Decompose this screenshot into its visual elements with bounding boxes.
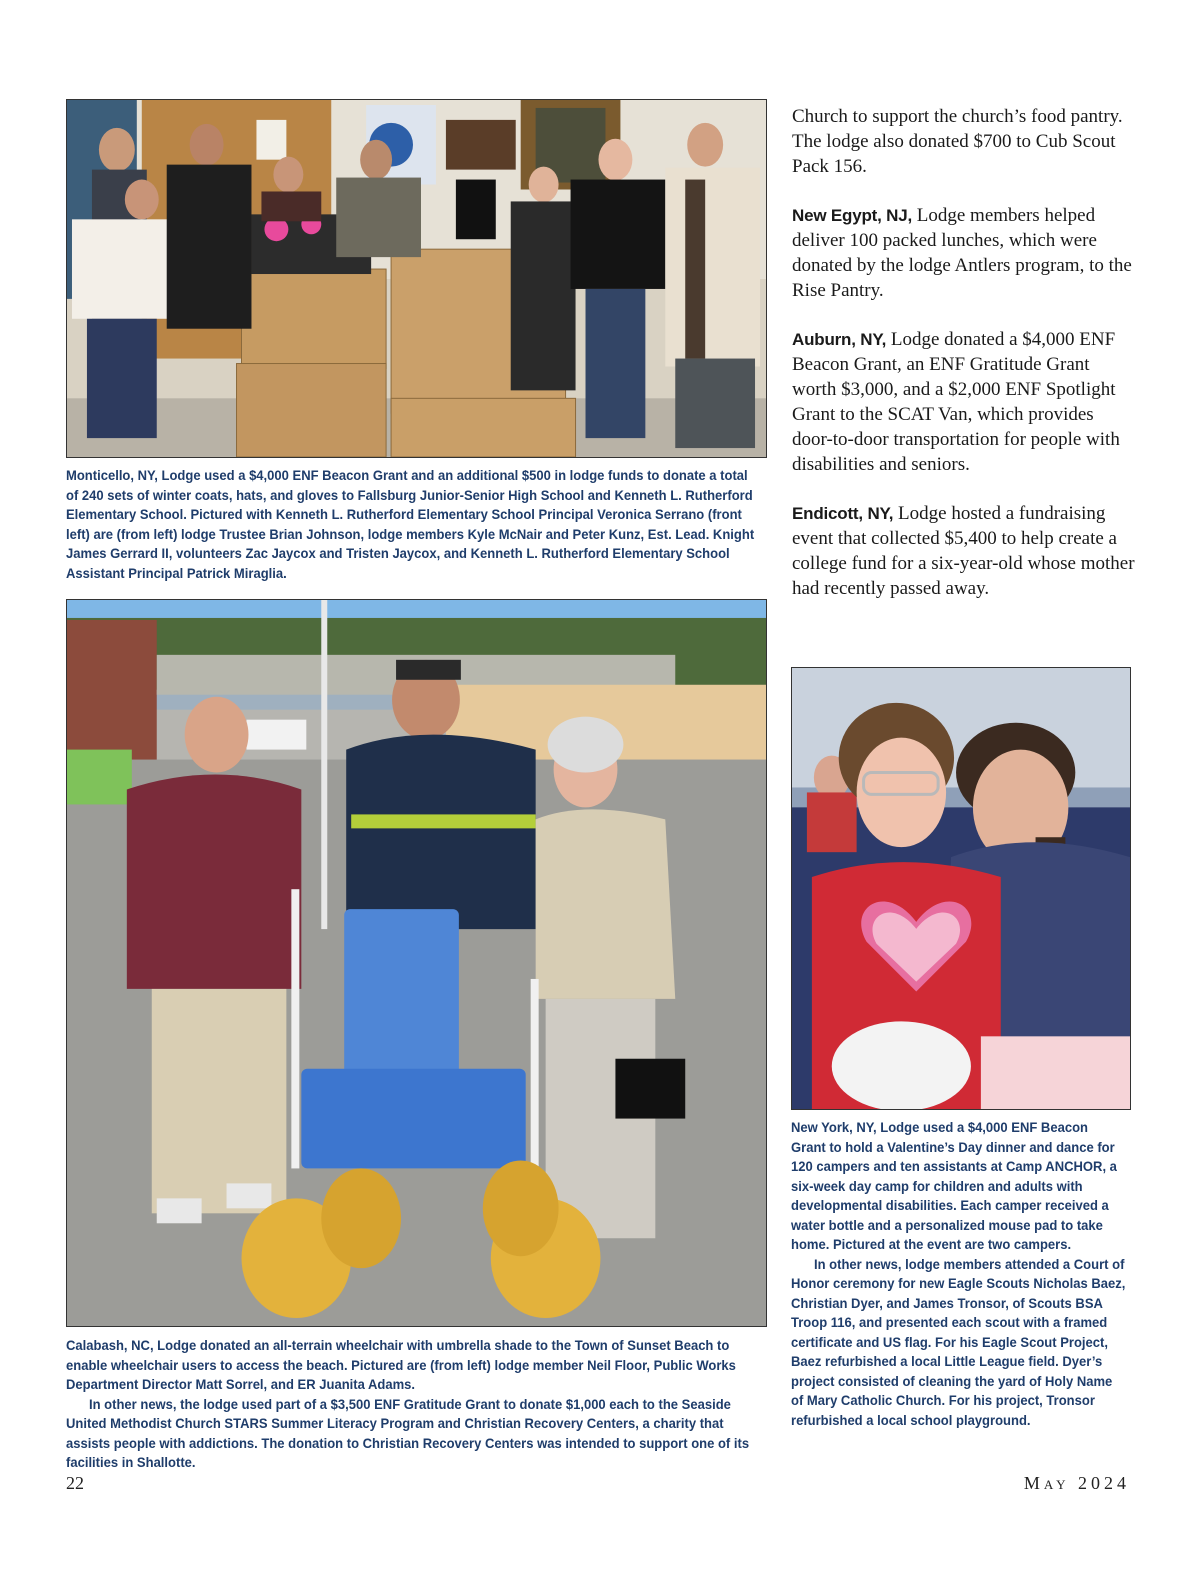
photo-calabash [66, 599, 767, 1327]
photo-monticello-illustration [67, 100, 766, 457]
caption-location: Calabash, NC, [66, 1338, 154, 1353]
body-intro: Church to support the church’s food pantry. The lodge also donated $700 to Cub Scout Pack 156. [792, 106, 1123, 177]
body-location: Endicott, NY, [792, 504, 894, 523]
caption-text: Lodge used a $4,000 ENF Beacon Grant and an additional $500 in lodge funds to donate a total of 240 sets of winter coats, hats, and gloves to Fallsburg Junior-Senior High School and Kenneth L. Rutherford Elementary School. Pictured with Kenneth L. Rutherford Elementary School Principal Veronica Serrano (front left) are (from left) lodge Trustee Brian Johnson, lodge members Kyle McNair and Peter Kunz, Est. Lead. Knight James Gerrard II, volunteers Zac Jaycox and Tristen Jaycox, and Kenneth L. Rutherford Elementary School Assistant Principal Patrick Miraglia. [66, 468, 755, 581]
page-number: 22 [66, 1473, 84, 1493]
photo-new-york [791, 667, 1131, 1110]
caption-monticello [66, 466, 756, 583]
body-text: Lodge members helped deliver 100 packed lunches, which were donated by the lodge Antlers program, to the Rise Pantry. [792, 205, 1132, 301]
caption-text-2: In other news, the lodge used part of a $3,500 ENF Gratitude Grant to donate $1,000 each to the Seaside United Methodist Church STARS Summer Literacy Program and Christian Recovery Centers, a charity that assists people with addictions. The donation to Christian Recovery Centers was intended to support one of its facilities in Shallotte. [66, 1396, 750, 1470]
body-text: Lodge donated a $4,000 ENF Beacon Grant, an ENF Gratitude Grant worth $3,000, and a $2,000 ENF Spotlight Grant to the SCAT Van, which provides door-to-door transportation for people with disabilities and seniors. [792, 329, 1120, 475]
photo-new-york-illustration [792, 668, 1130, 1109]
body-text: Lodge hosted a fundraising event that collected $5,400 to help create a college fund for a six-year-old whose mother had recently passed away. [792, 503, 1135, 599]
photo-calabash-illustration [67, 600, 766, 1326]
caption-calabash [66, 1336, 763, 1473]
caption-location: Monticello, NY, [66, 468, 158, 483]
body-location: New Egypt, NJ, [792, 206, 913, 225]
caption-text: Lodge donated an all-terrain wheelchair with umbrella shade to the Town of Sunset Beach to enable wheelchair users to access the beach. Pictured are (from left) lodge member Neil Floor, Public Works Department Director Matt Sorrel, and ER Juanita Adams. [66, 1338, 736, 1392]
caption-text-2: In other news, lodge members attended a Court of Honor ceremony for new Eagle Scouts Nicholas Baez, Christian Dyer, and James Tronsor, of Scouts BSA Troop 116, and presented each scout with a framed certificate and US flag. For his Eagle Scout Project, Baez refurbished a local Little League field. Dyer’s project consisted of cleaning the yard of Holy Name of Mary Catholic Church. For his project, Tronsor refurbished a local school playground. [791, 1256, 1126, 1428]
body-item-new-egypt [792, 203, 1137, 303]
body-item-auburn [792, 327, 1137, 477]
article-body [792, 104, 1137, 625]
body-location: Auburn, NY, [792, 330, 887, 349]
issue-date: May 2024 [1023, 1473, 1130, 1493]
body-item-endicott [792, 501, 1137, 601]
caption-new-york [791, 1118, 1126, 1430]
caption-text: Lodge used a $4,000 ENF Beacon Grant to hold a Valentine’s Day dinner and dance for 120 campers and ten assistants at Camp ANCHOR, a six-week day camp for children and adults with developmental disabilities. Each camper received a water bottle and a personalized mouse pad to take home. Pictured at the event are two campers. [791, 1120, 1117, 1252]
photo-monticello [66, 99, 767, 458]
caption-location: New York, NY, [791, 1120, 877, 1135]
